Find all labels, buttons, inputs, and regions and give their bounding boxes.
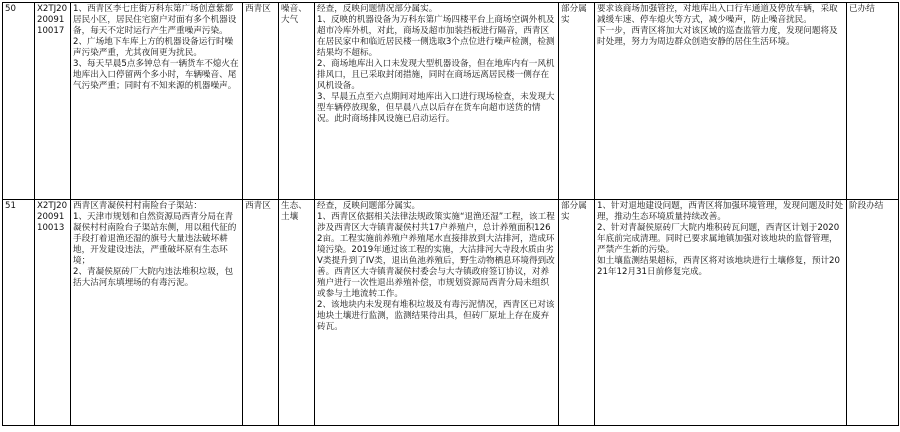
pollution-type: 生态、土壤 xyxy=(279,200,315,426)
case-code: X2TJ202009110013 xyxy=(35,200,71,426)
status-cell: 阶段办结 xyxy=(847,200,899,426)
rectification-measures: 1、针对退地建设问题，西青区将加强环境管理，发现问题及时处理，推动生态环境质量持续改善。 2、针对青凝侯原砖厂大院内堆积砖瓦问题，西青区计划于2020年底前完成清理。同时已要求属地镇加强对该地块的监督管理，严禁产生新的污染。 如土壤监测结果超标，西青区将对该地块进行土壤修复，预计2021年12月31日前修复完成。 xyxy=(595,200,847,426)
rectification-measures: 要求该商场加强管控，对地库出入口行车通道及停放车辆，采取减缓车速、停车熄火等方式，减少噪声，防止噪音扰民。 下一步，西青区将加大对该区域的巡查监管力度，发现问题将及时处理，努力为周边群众创造安静的居住生活环境。 xyxy=(595,3,847,200)
investigation-result: 经查，反映问题情况部分属实。 1、反映的机器设备为万科东第广场四楼平台上商场空调外机及超市冷库外机，对此，商场及超市加装挡板进行隔音，西青区在居民家中和临近居民楼一侧选取3个点位进行噪声检测，检测结果均不超标。 2、商场地库出入口未发现大型机器设备，但在地库内有一风机排风口，且已采取封闭措施，同时在商场远离居民楼一侧存在风机设备。 3、早晨五点至六点期间对地库出入口进行现场检查，未发现大型车辆停放现象，但早晨八点以后存在货车向超市送货的情况。此时商场排风设施已启动运行。 xyxy=(315,3,559,200)
case-code: X2TJ202009110017 xyxy=(35,3,71,200)
case-table xyxy=(2,2,899,426)
issue-description: 西青区青凝侯村村南险台子渠站： 1、天津市规划和自然资源局西青分局在青凝侯村村南险台子渠站东侧，用以租代征的手段打着退渔还湿的旗号大量违法破坏耕地，开发建设违法，严重破坏原有生态环境； 2、青凝侯原砖厂大院内违法堆积垃圾，包括大沽河东填埋场的有毒污泥。 xyxy=(71,200,243,426)
pollution-type: 噪音、大气 xyxy=(279,3,315,200)
status-cell: 已办结 xyxy=(847,3,899,200)
table-row xyxy=(3,200,899,426)
district: 西青区 xyxy=(243,200,279,426)
verdict: 部分属实 xyxy=(559,3,595,200)
investigation-result: 经查，反映问题部分属实。 1、西青区依据相关法律法规政策实施“退渔还湿”工程，该工程涉及西青区大寺镇青凝侯村共17户养殖户，总计养殖面积1262亩。工程实施前养殖户养殖尾水直接排放到大沽排河，造成环境污染。2019年通过该工程的实施，大沽排河大寺段水质由劣V类提升到了IV类，退出鱼池养殖后，野生动物栖息环境得到改善。西青区大寺镇青凝侯村委会与大寺镇政府签订协议，对养殖户进行一次性退出养殖补偿，市规划资源局西青分局未组织或参与土地流转工作。 2、该地块内未发现有堆积垃圾及有毒污泥情况，西青区已对该地块土壤进行监测，监测结果待出具，但砖厂原址上存在废弃砖瓦。 xyxy=(315,200,559,426)
district: 西青区 xyxy=(243,3,279,200)
row-number: 51 xyxy=(3,200,35,426)
table-row xyxy=(3,3,899,200)
verdict: 部分属实 xyxy=(559,200,595,426)
issue-description: 1、西青区李七庄街万科东第广场创意紫都居民小区，居民住宅窗户对面有多个机器设备，每天不定时运行产生严重噪声污染。 2、广场地下车库上方的机器设备运行时噪声污染严重，尤其夜间更为扰民。 3、每天早晨5点多钟总有一辆货车不熄火在地库出入口停留两个多小时，车辆噪音、尾气污染严重；同时有不知来源的机器噪声。 xyxy=(71,3,243,200)
row-number: 50 xyxy=(3,3,35,200)
